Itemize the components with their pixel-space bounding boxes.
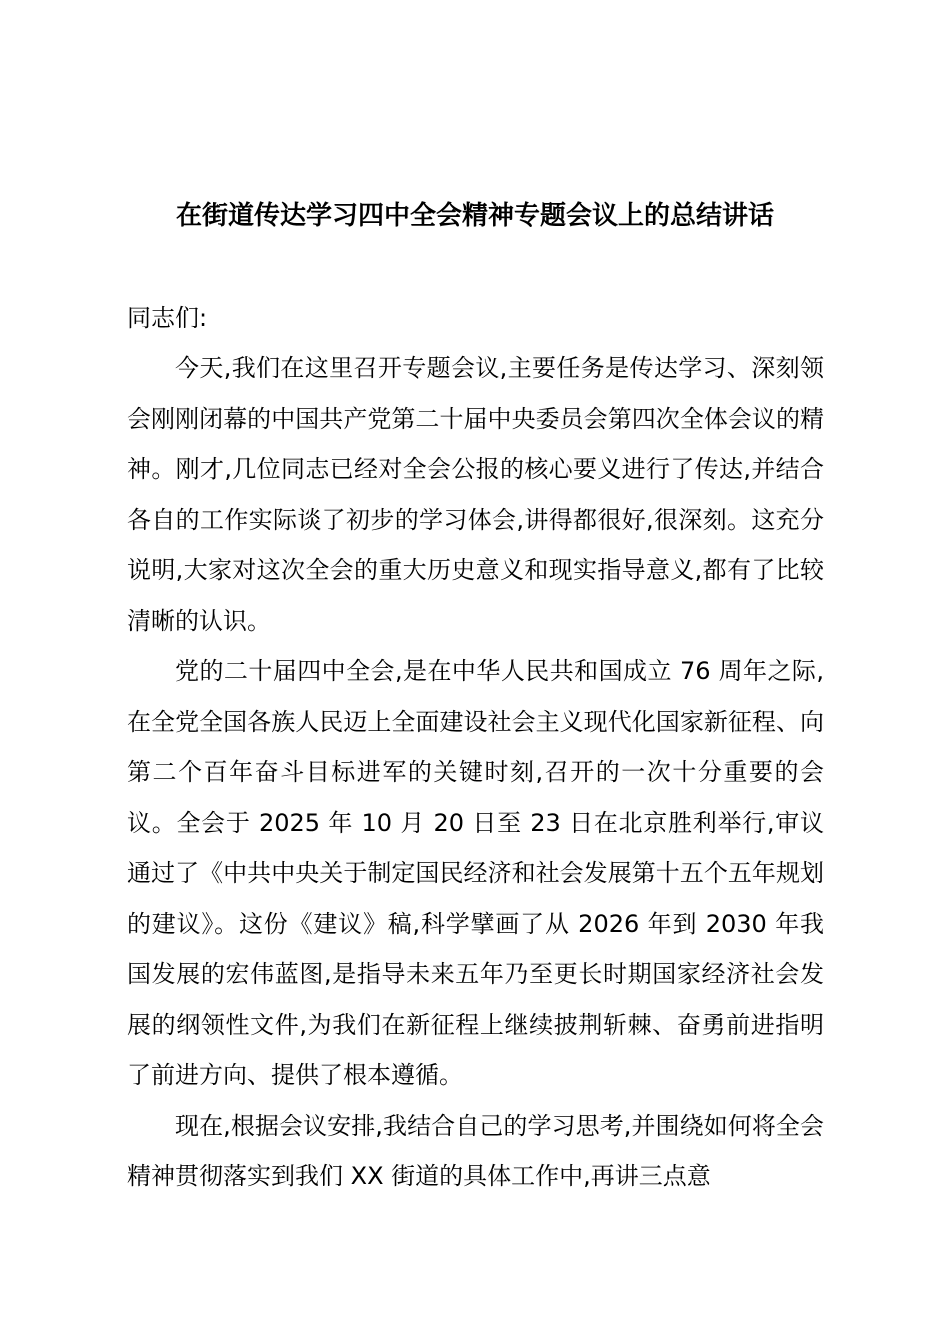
paragraph-3: 现在,根据会议安排,我结合自己的学习思考,并围绕如何将全会精神贯彻落实到我们 XX 街道的具体工作中,再讲三点意 [127, 1111, 824, 1190]
document-title: 在街道传达学习四中全会精神专题会议上的总结讲话 [175, 201, 774, 231]
paragraph-1: 今天,我们在这里召开专题会议,主要任务是传达学习、深刻领会刚刚闭幕的中国共产党第二十届中央委员会第四次全体会议的精神。刚才,几位同志已经对全会公报的核心要义进行了传达,并结合各自的工作实际谈了初步的学习体会,讲得都很好,很深刻。这充分说明,大家对这次全会的重大历史意义和现实指导意义,都有了比较清晰的认识。 [127, 354, 824, 635]
paragraph-2: 党的二十届四中全会,是在中华人民共和国成立 76 周年之际,在全党全国各族人民迈上全面建设社会主义现代化国家新征程、向第二个百年奋斗目标进军的关键时刻,召开的一次十分重要的会议。全会于 2025 年 10 月 20 日至 23 日在北京胜利举行,审议通过了《中共中央关于制定国民经济和社会发展第十五个五年规划的建议》。这份《建议》稿,科学擘画了从 2026 年到 2030 年我国发展的宏伟蓝图,是指导未来五年乃至更长时期国家经济社会发展的纲领性文件,为我们在新征程上继续披荆斩棘、奋勇前进指明了前进方向、提供了根本遵循。 [127, 657, 824, 1089]
salutation: 同志们: [127, 304, 208, 332]
document-body [127, 293, 824, 1202]
